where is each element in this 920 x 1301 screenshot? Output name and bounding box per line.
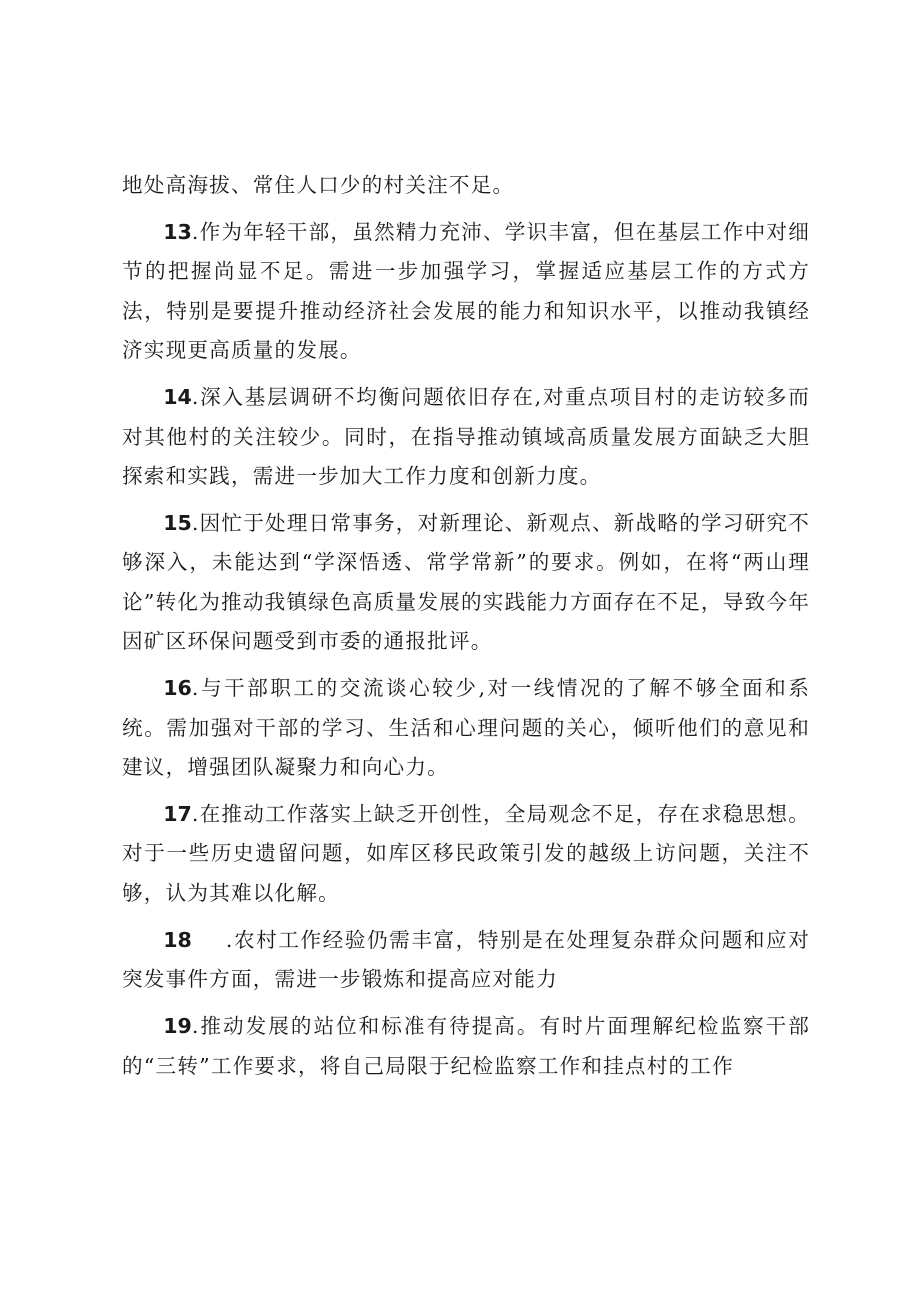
list-item-16 xyxy=(122,669,810,787)
list-item-13 xyxy=(122,213,810,371)
list-item-17 xyxy=(122,795,810,913)
item-number: 17 xyxy=(163,802,192,827)
item-separator: . xyxy=(191,511,200,536)
item-text: 推动发展的站位和标准有待提高。有时片面理解纪检监察干部的“三转”工作要求，将自己局限于纪检监察工作和挂点村的工作 xyxy=(122,1014,810,1078)
item-separator: . xyxy=(191,1014,200,1039)
item-separator: . xyxy=(191,676,200,701)
item-separator: . xyxy=(191,220,200,244)
list-item-14 xyxy=(122,378,810,496)
list-item-19 xyxy=(122,1007,810,1086)
item-text: 因忙于处理日常事务，对新理论、新观点、新战略的学习研究不够深入，未能达到“学深悟透、常学常新”的要求。例如，在将“两山理论”转化为推动我镇绿色高质量发展的实践能力方面存在不足，导致今年因矿区环保问题受到市委的通报批评。 xyxy=(122,511,810,654)
item-number: 14 xyxy=(163,385,192,410)
item-number: 16 xyxy=(163,676,192,701)
item-text: 作为年轻干部，虽然精力充沛、学识丰富，但在基层工作中对细节的把握尚显不足。需进一步加强学习，掌握适应基层工作的方式方法，特别是要提升推动经济社会发展的能力和知识水平，以推动我镇经济实现更高质量的发展。 xyxy=(122,220,810,363)
item-text: 在推动工作落实上缺乏开创性，全局观念不足，存在求稳思想。对于一些历史遗留问题，如库区移民政策引发的越级上访问题，关注不够，认为其难以化解。 xyxy=(122,802,810,905)
document-body xyxy=(122,166,810,1094)
item-text: 与干部职工的交流谈心较少,对一线情况的了解不够全面和系统。需加强对干部的学习、生活和心理问题的关心，倾听他们的意见和建议，增强团队凝聚力和向心力。 xyxy=(122,676,810,780)
list-item-15 xyxy=(122,504,810,662)
item-text: 农村工作经验仍需丰富，特别是在处理复杂群众问题和应对突发事件方面，需进一步锻炼和提高应对能力 xyxy=(122,927,810,992)
item-number: 13 xyxy=(163,220,192,244)
paragraph-text: 地处高海拔、常住人口少的村关注不足。 xyxy=(122,173,515,197)
paragraph-continuation xyxy=(122,166,810,205)
item-number: 18 xyxy=(163,927,192,952)
list-item-18 xyxy=(122,921,810,1000)
item-separator: . xyxy=(225,927,234,952)
item-number: 19 xyxy=(163,1014,192,1039)
item-text: 深入基层调研不均衡问题依旧存在,对重点项目村的走访较多而对其他村的关注较少。同时，在指导推动镇域高质量发展方面缺乏大胆探索和实践，需进一步加大工作力度和创新力度。 xyxy=(122,385,810,489)
item-separator: . xyxy=(191,802,200,827)
item-number: 15 xyxy=(163,511,192,536)
item-separator: . xyxy=(191,385,200,410)
